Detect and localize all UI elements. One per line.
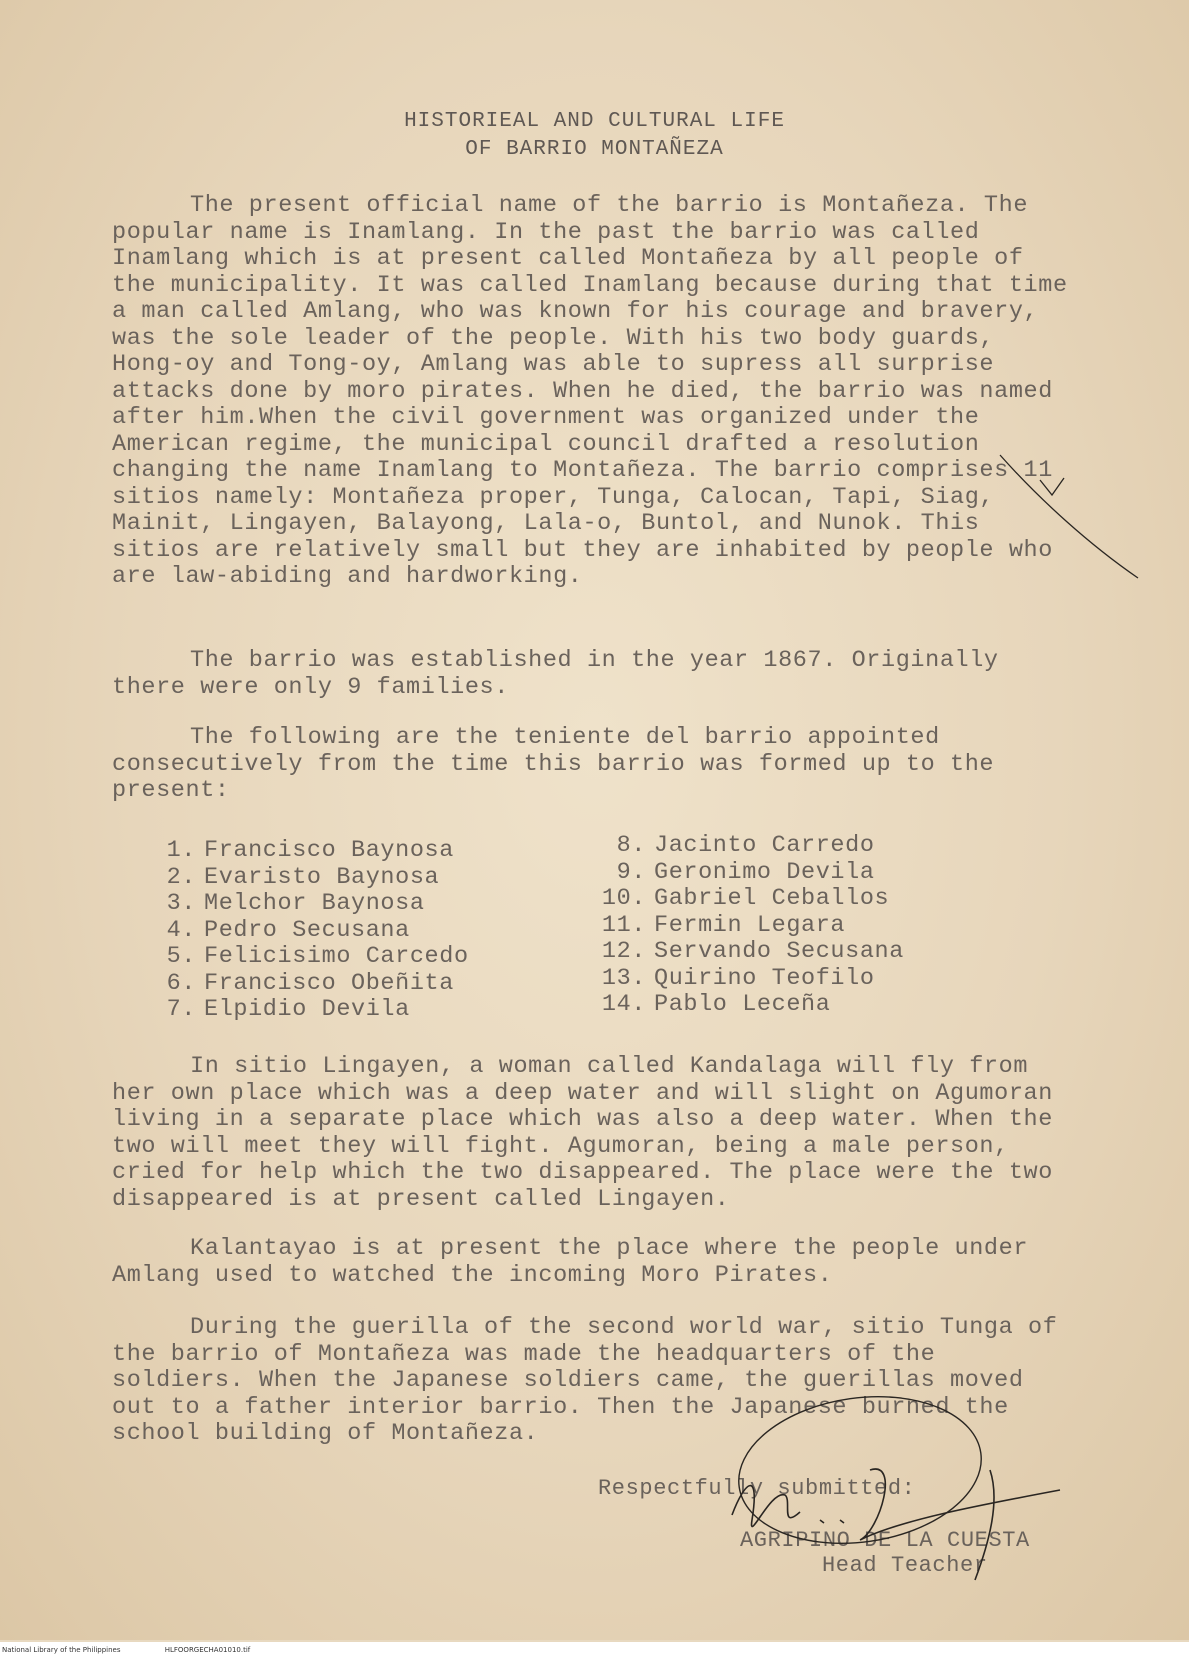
- document-title-line-2: OF BARRIO MONTAÑEZA: [465, 138, 724, 161]
- list-item: 10. Gabriel Ceballos: [601, 885, 890, 912]
- paragraph-text: The present official name of the barrio is Montañeza. The popular name is Inamlang. In the past the barrio was called Inamlang which is at present called Montañeza by all people of the municipality. It was called Inamlang because during that time a man called Amlang, who was known for his courage and bravery, was the sole leader of the people. With his two body guards, Hong-oy and Tong-oy, Amlang was able to supress all surprise attacks done by moro pirates. When he died, the barrio was named after him.When the civil government was organized under the American regime, the municipal council drafted a resolution changing the name Inamlang to Montañeza. The barrio comprises 11 sitios namely: Montañeza proper, Tunga, Calocan, Tapi, Siag, Mainit, Lingayen, Balayong, Lala-o, Buntol, and Nunok. This sitios are relatively small but they are inhabited by people who are law-abiding and hardworking.: [112, 192, 1068, 590]
- list-item: 5. Felicisimo Carcedo: [166, 943, 469, 970]
- list-item: 3. Melchor Baynosa: [166, 890, 425, 917]
- paragraph-text: The barrio was established in the year 1867. Originally there were only 9 families.: [112, 647, 999, 701]
- paragraph-text: In sitio Lingayen, a woman called Kandalaga will fly from her own place which was a deep water and will slight on Agumoran living in a separate place which was also a deep water. When the two will meet they will fight. Agumoran, being a male person, cried for help which the two disappeared. The place were the two disappeared is at present called Lingayen.: [112, 1053, 1053, 1213]
- list-item: 14. Pablo Leceña: [601, 991, 831, 1018]
- footer-strip: [0, 1642, 1189, 1658]
- closing-line: Respectfully submitted:: [598, 1476, 916, 1501]
- pen-circle-mark: [729, 1382, 991, 1559]
- signer-name: AGRIPINO DE LA CUESTA: [740, 1528, 1030, 1553]
- list-item: 1. Francisco Baynosa: [166, 837, 454, 864]
- list-item: 4. Pedro Secusana: [166, 916, 410, 944]
- list-item: 7. Elpidio Devila: [166, 996, 410, 1023]
- footer-file-id: HLFOORGECHA01010.tif: [164, 1646, 251, 1654]
- paragraph-text: The following are the teniente del barrio appointed consecutively from the time this barrio was formed up to the present:: [112, 724, 995, 804]
- list-item: 9. Geronimo Devila: [616, 858, 875, 886]
- list-item: 12. Servando Secusana: [601, 938, 904, 965]
- paragraph-text: During the guerilla of the second world war, sitio Tunga of the barrio of Montañeza was made the headquarters of the soldiers. When the Japanese soldiers came, the guerillas moved out to a father interior barrio. Then the Japanese burned the school building of Montañeza.: [112, 1314, 1058, 1447]
- pen-mark-check: [1040, 478, 1064, 495]
- list-item: 2. Evaristo Baynosa: [166, 863, 440, 891]
- list-item: 13. Quirino Teofilo: [601, 964, 875, 992]
- list-item: 11. Fermin Legara: [601, 911, 846, 939]
- footer-library: National Library of the Philippines: [2, 1646, 121, 1654]
- pen-mark-line: [1000, 455, 1138, 578]
- list-item: 8. Jacinto Carredo: [616, 832, 875, 859]
- signature-mark: [732, 1469, 1060, 1580]
- list-item: 6. Francisco Obeñita: [166, 969, 454, 997]
- paragraph-text: Kalantayao is at present the place where the people under Amlang used to watched the incoming Moro Pirates.: [112, 1235, 1029, 1289]
- signer-title: Head Teacher: [822, 1553, 988, 1578]
- document-title-line-1: HISTORIEAL AND CULTURAL LIFE: [404, 110, 785, 133]
